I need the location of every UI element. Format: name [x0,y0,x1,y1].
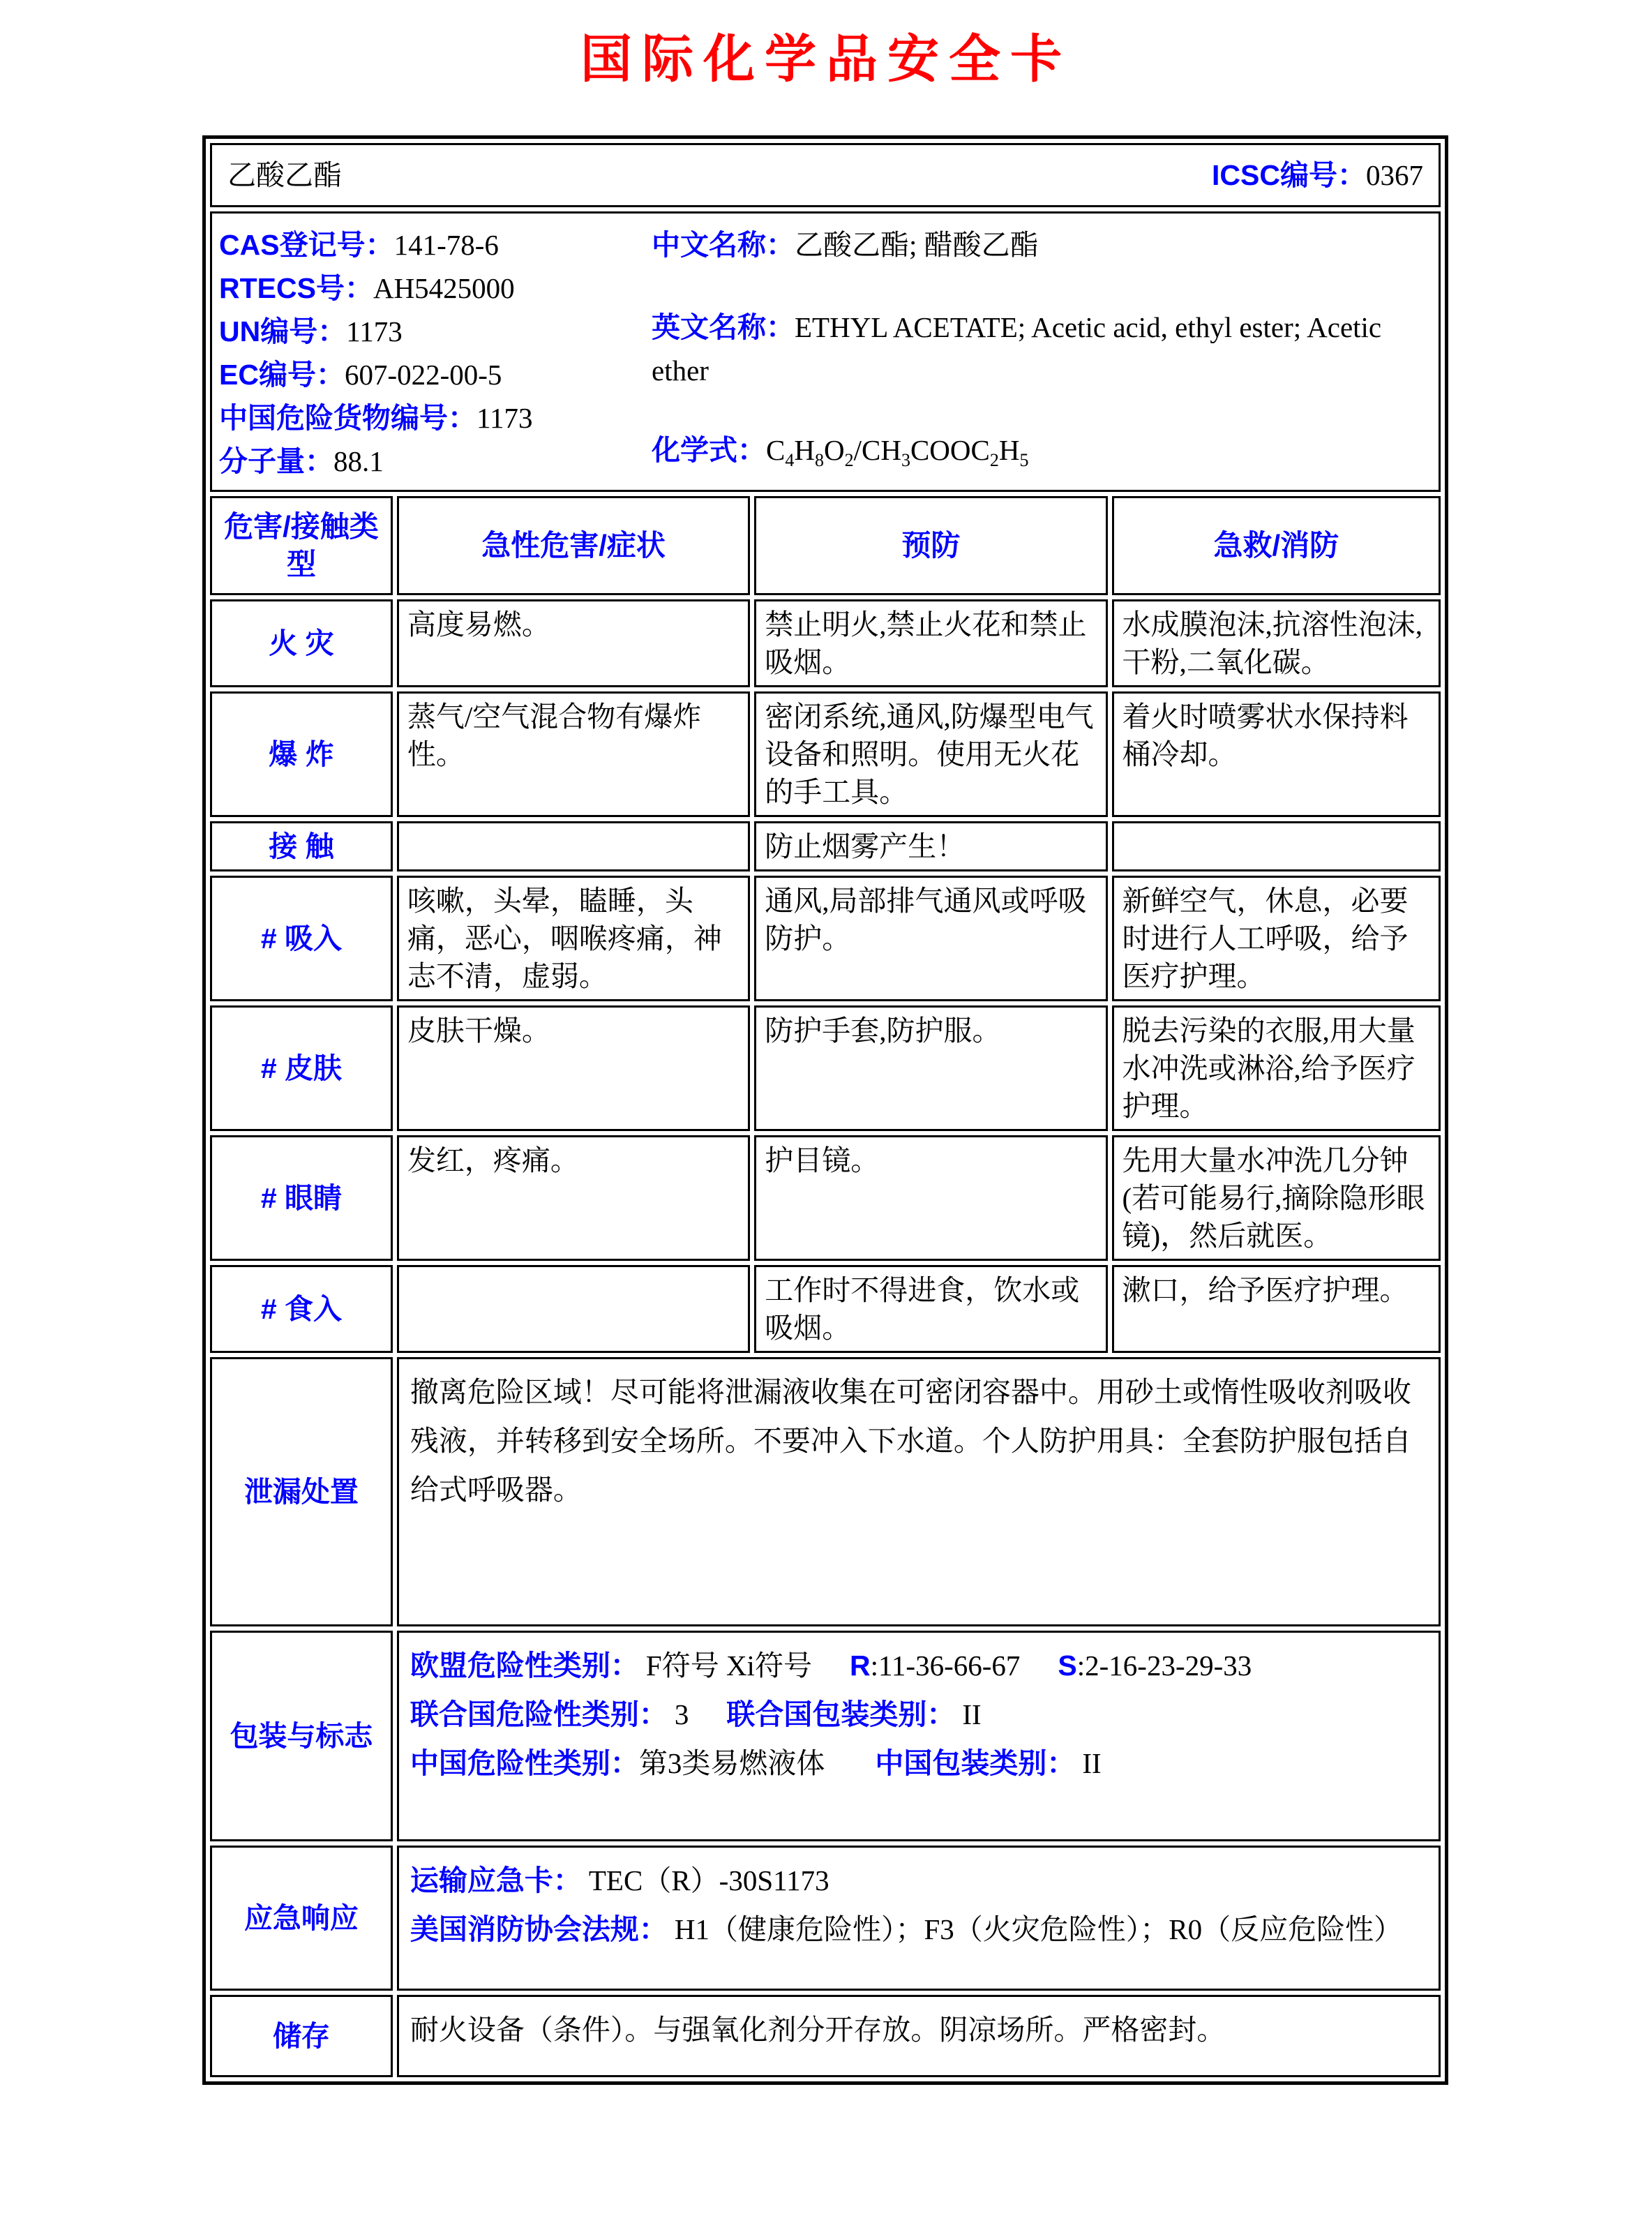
ec-number-label: EC编号： [219,359,345,391]
un-number-value: 1173 [346,315,403,347]
molecular-weight-label: 分子量： [219,445,333,477]
header-band-cell [210,143,1441,207]
english-name-value: ETHYL ACETATE; Acetic acid, ethyl ester; Acetic ether [652,311,1382,387]
cas-number-row [219,223,652,267]
english-name-label: 英文名称： [652,311,795,343]
cell-spill-text: 撤离危险区域！尽可能将泄漏液收集在可密闭容器中。用砂土或惰性吸收剂吸收残液，并转移到安全场所。不要冲入下水道。个人防护用具：全套防护服包括自给式呼吸器。 [397,1357,1441,1626]
table-row-skin [210,1005,1441,1131]
cell-fire-response: 水成膜泡沫,抗溶性泡沫,干粉,二氧化碳。 [1112,599,1441,687]
table-row-spill [210,1357,1441,1626]
un-class-value: 3 [674,1698,689,1730]
row-label-fire: 火 灾 [210,599,393,687]
row-label-ingestion: # 食入 [210,1265,393,1353]
emergency-tec-line [410,1856,1427,1905]
chinese-name-row [652,223,1436,267]
cell-inhalation-response: 新鲜空气，休息，必要时进行人工呼吸，给予医疗护理。 [1112,876,1441,1001]
cell-ingestion-prevention: 工作时不得进食，饮水或吸烟。 [754,1265,1107,1353]
cn-class-value: 第3类易燃液体 [638,1747,825,1779]
cell-explosion-prevention: 密闭系统,通风,防爆型电气设备和照明。使用无火花的手工具。 [754,691,1107,817]
cell-contact-symptoms [397,821,750,871]
row-label-inhalation: # 吸入 [210,876,393,1001]
column-header-prevention: 预防 [754,496,1107,595]
table-row-inhalation [210,876,1441,1001]
table-row-emergency [210,1846,1441,1991]
ec-number-row [219,353,652,396]
packaging-eu-line [410,1641,1427,1690]
formula-value: $C_4H_8O_2/CH_3COOC_2H_5$ [766,434,1029,471]
tec-card-label: 运输应急卡： [410,1864,582,1896]
table-row-ingestion [210,1265,1441,1353]
column-header-hazard-type: 危害/接触类型 [210,496,393,595]
china-dg-number-label: 中国危险货物编号： [219,402,476,434]
cell-fire-symptoms: 高度易燃。 [397,599,750,687]
molecular-weight-row [219,440,652,483]
name-block [652,223,1436,483]
cell-inhalation-symptoms: 咳嗽，头晕，瞌睡，头痛，恶心，咽喉疼痛，神志不清，虚弱。 [397,876,750,1001]
identification-section [219,223,1436,483]
row-label-contact: 接 触 [210,821,393,871]
eu-class-label: 欧盟危险性类别： [410,1649,639,1682]
identification-cell [210,211,1441,492]
rtecs-number-row [219,267,652,310]
packaging-un-line [410,1690,1427,1739]
r-phrase-label: R [849,1649,871,1682]
eu-class-value: F符号 Xi符号 [645,1649,812,1682]
cell-explosion-symptoms: 蒸气/空气混合物有爆炸性。 [397,691,750,817]
emergency-nfpa-line [410,1905,1427,1954]
table-row-contact [210,821,1441,871]
icsc-number [1212,156,1423,194]
rtecs-number-value: AH5425000 [373,272,515,304]
table-row-eyes [210,1135,1441,1261]
cas-number-value: 141-78-6 [393,229,499,261]
china-dg-number-value: 1173 [476,402,533,434]
english-name-row [652,306,1436,392]
cell-contact-response [1112,821,1441,871]
un-class-label: 联合国危险性类别： [410,1698,668,1730]
cell-skin-response: 脱去污染的衣服,用大量水冲洗或淋浴,给予医疗护理。 [1112,1005,1441,1131]
chinese-name-value: 乙酸乙酯; 醋酸乙酯 [795,229,1039,261]
substance-name: 乙酸乙酯 [227,159,342,191]
cell-contact-prevention: 防止烟雾产生！ [754,821,1107,871]
header-band-row [210,143,1441,207]
column-header-row [210,496,1441,595]
row-label-spill: 泄漏处置 [210,1357,393,1626]
table-row-fire [210,599,1441,687]
s-phrase-value: :2-16-23-29-33 [1076,1649,1252,1682]
cell-ingestion-response: 漱口，给予医疗护理。 [1112,1265,1441,1353]
cell-fire-prevention: 禁止明火,禁止火花和禁止吸烟。 [754,599,1107,687]
cell-inhalation-prevention: 通风,局部排气通风或呼吸防护。 [754,876,1107,1001]
s-phrase-label: S [1058,1649,1077,1682]
row-label-storage: 储存 [210,1995,393,2077]
cell-eyes-response: 先用大量水冲洗几分钟(若可能易行,摘除隐形眼镜)，然后就医。 [1112,1135,1441,1261]
tec-card-value: TEC（R）-30S1173 [588,1864,829,1896]
nfpa-value: H1（健康危险性）；F3（火灾危险性）；R0（反应危险性） [674,1913,1403,1945]
formula-label: 化学式： [652,434,766,466]
identification-row [210,211,1441,492]
cell-explosion-response: 着火时喷雾状水保持料桶冷却。 [1112,691,1441,817]
rtecs-number-label: RTECS号： [219,272,373,304]
ec-number-value: 607-022-00-5 [344,359,502,391]
cell-eyes-symptoms: 发红，疼痛。 [397,1135,750,1261]
safety-card [202,135,1448,2085]
cell-ingestion-symptoms [397,1265,750,1353]
column-header-firstaid: 急救/消防 [1112,496,1441,595]
cell-emergency [397,1846,1441,1991]
row-label-emergency: 应急响应 [210,1846,393,1991]
icsc-table [202,135,1448,2085]
molecular-weight-value: 88.1 [333,445,384,477]
cn-class-label: 中国危险性类别： [410,1747,639,1779]
header-band [220,156,1430,194]
cas-number-label: CAS登记号： [219,229,394,261]
cell-skin-symptoms: 皮肤干燥。 [397,1005,750,1131]
page-title: 国际化学品安全卡 [580,30,1072,88]
table-row-explosion [210,691,1441,817]
cell-packaging [397,1631,1441,1841]
column-header-symptoms: 急性危害/症状 [397,496,750,595]
nfpa-label: 美国消防协会法规： [410,1913,668,1945]
un-number-label: UN编号： [219,315,347,347]
identifier-list [219,223,652,483]
un-pack-label: 联合国包装类别： [726,1698,956,1730]
icsc-number-value: 0367 [1366,159,1423,191]
row-label-skin: # 皮肤 [210,1005,393,1131]
cn-pack-value: II [1082,1747,1102,1779]
cn-pack-label: 中国包装类别： [875,1747,1076,1779]
row-label-explosion: 爆 炸 [210,691,393,817]
formula-row [652,428,1436,482]
table-row-packaging [210,1631,1441,1841]
cell-storage-text: 耐火设备（条件）。与强氧化剂分开存放。阴凉场所。严格密封。 [397,1995,1441,2077]
r-phrase-value: :11-36-66-67 [870,1649,1021,1682]
cell-eyes-prevention: 护目镜。 [754,1135,1107,1261]
cell-skin-prevention: 防护手套,防护服。 [754,1005,1107,1131]
chinese-name-label: 中文名称： [652,229,795,261]
table-row-storage [210,1995,1441,2077]
icsc-number-label: ICSC编号： [1212,159,1366,191]
un-number-row [219,310,652,353]
packaging-cn-line [410,1739,1427,1788]
china-dg-number-row [219,396,652,440]
row-label-eyes: # 眼睛 [210,1135,393,1261]
row-label-packaging: 包装与标志 [210,1631,393,1841]
un-pack-value: II [962,1698,982,1730]
